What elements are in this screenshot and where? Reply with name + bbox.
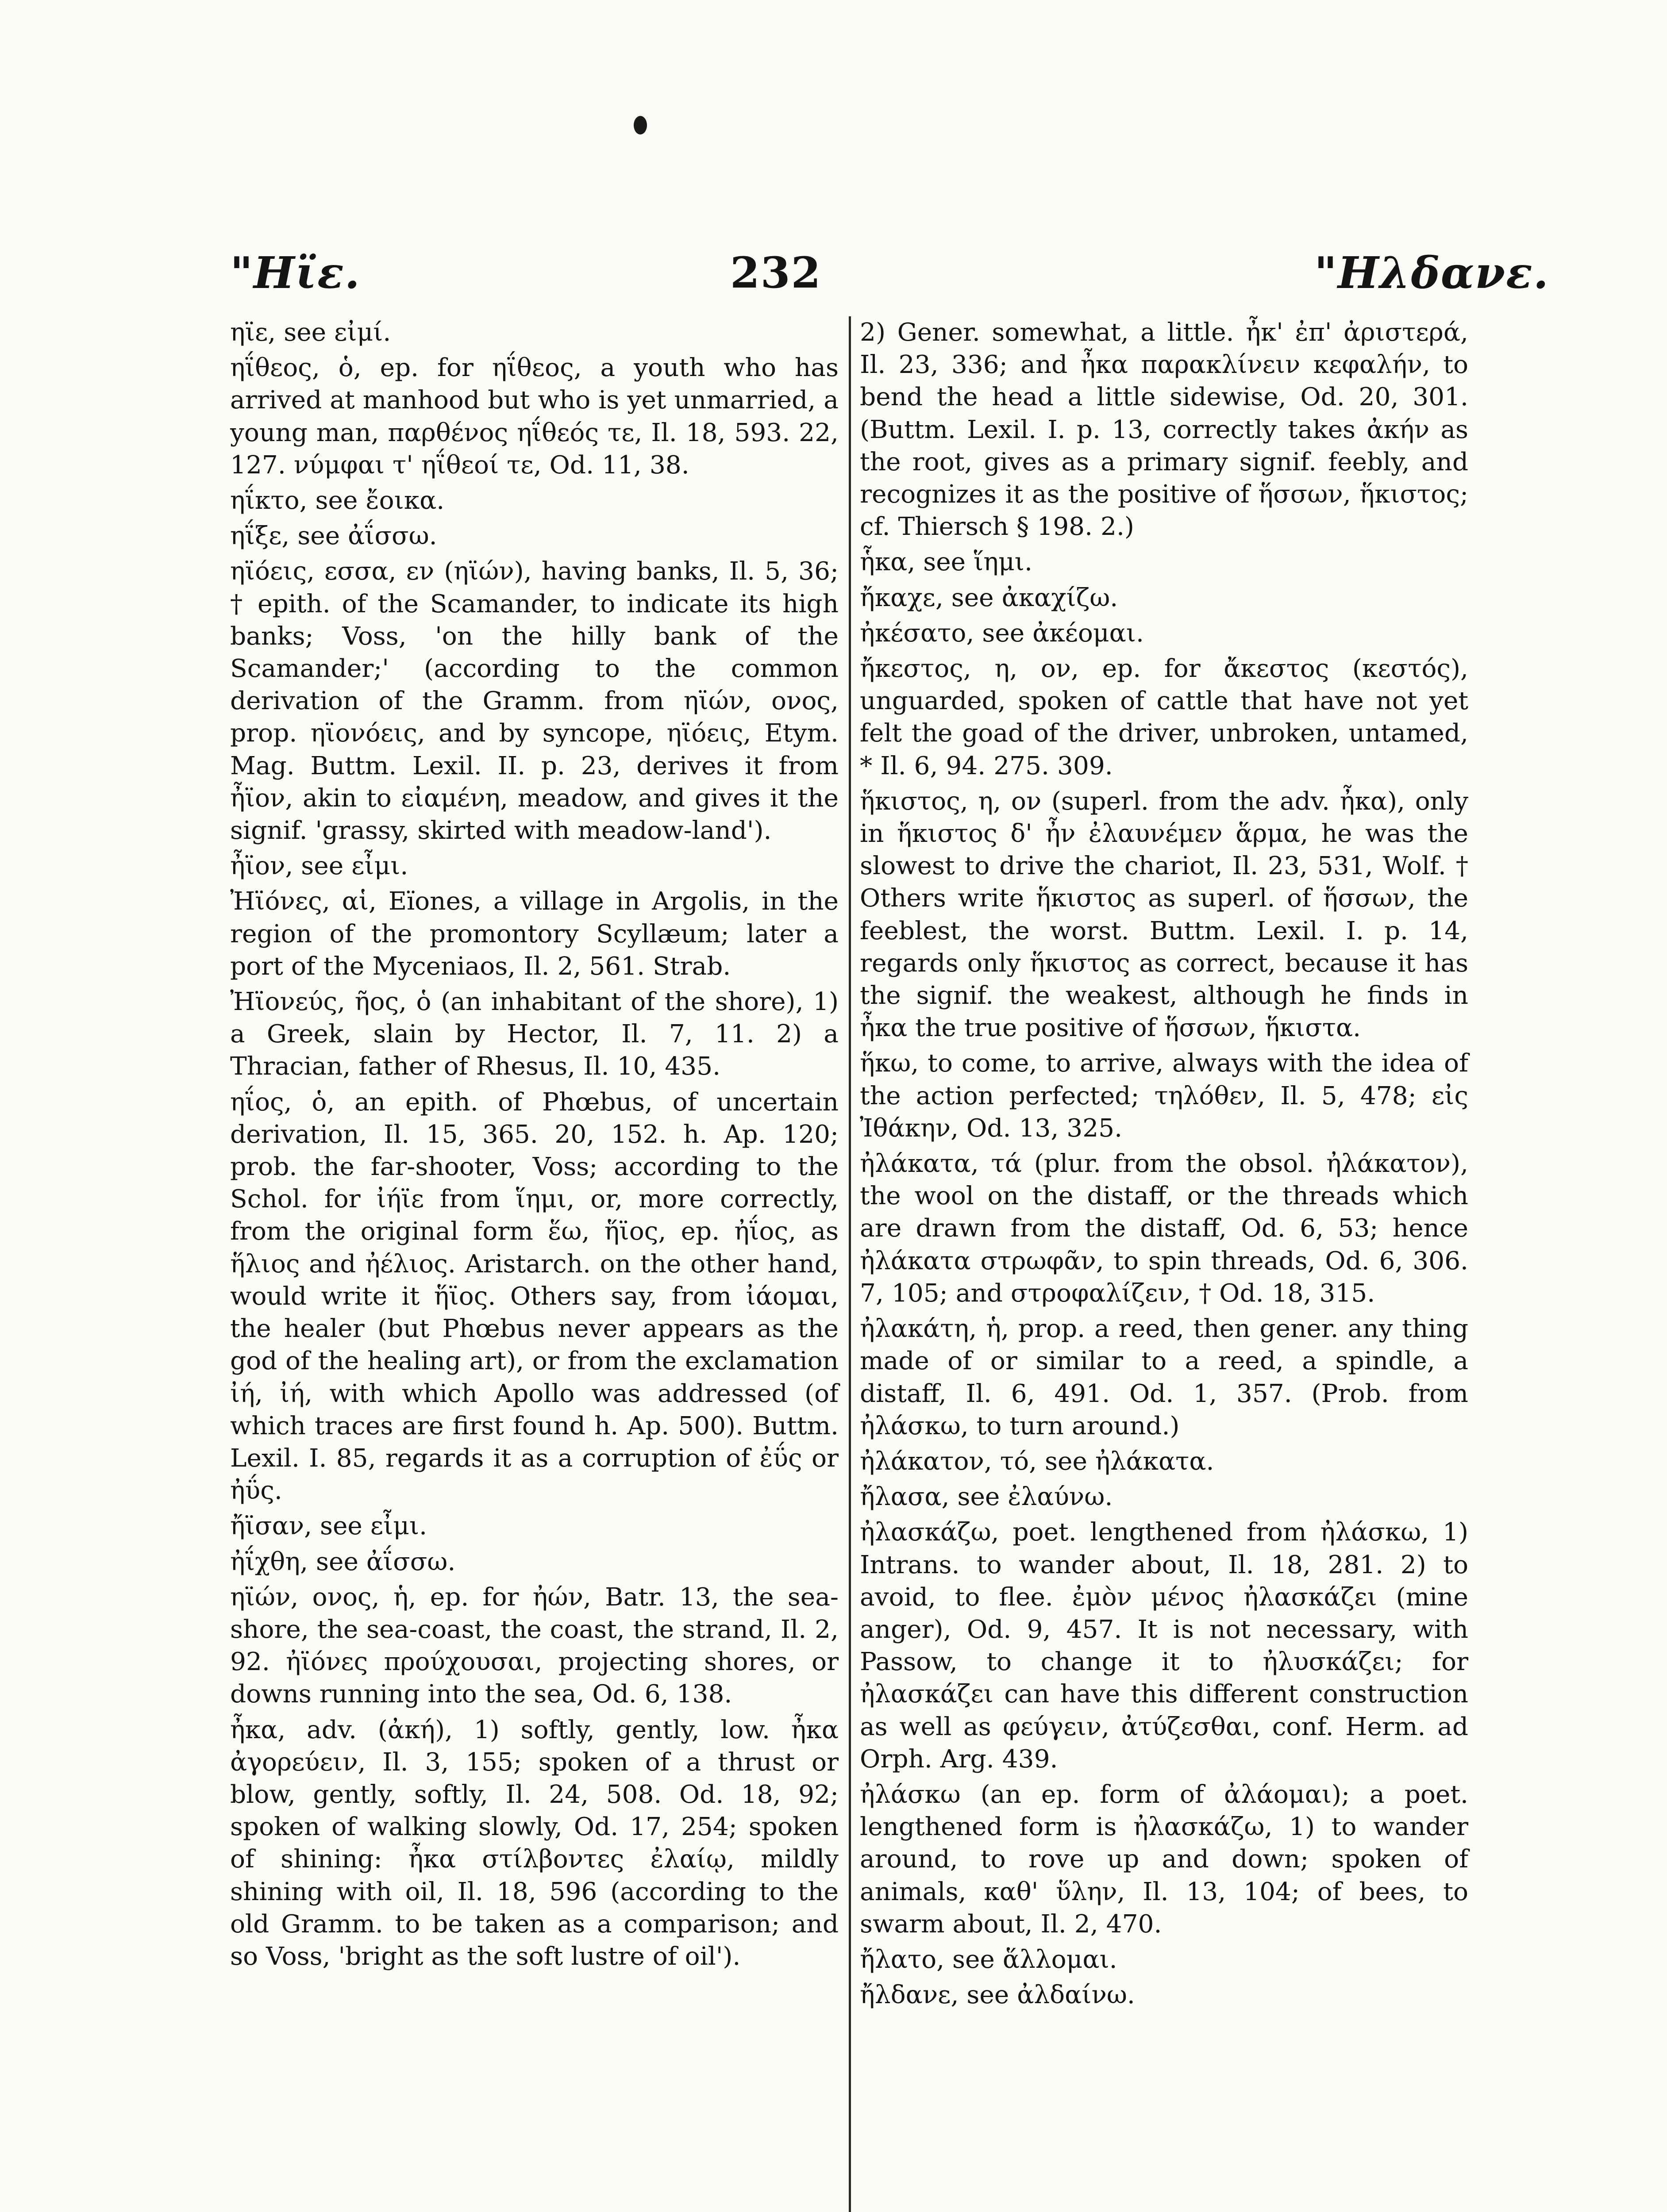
entry: ἠλάσκω (an ep. form of ἀλάομαι); a poet. lengthened form is ἠλασκάζω, 1) to wander around, to rove up and down; spoken of animals, καθ' ὕλην, Il. 13, 104; of bees, to swarm about, Il. 2, 470. (860, 1780, 1468, 1939)
ink-dot (634, 116, 647, 134)
entry: ἤϊσαν, see εἶμι. (230, 1512, 427, 1541)
page-number: 232 (730, 248, 822, 298)
entry: ἠΐχθη, see ἀΐσσω. (230, 1547, 456, 1576)
entry: ηϊε, see εἰμί. (230, 318, 391, 347)
column-rule (849, 316, 851, 2212)
entry: ἦϊον, see εἶμι. (230, 852, 408, 881)
entry: ηΐθεος, ὁ, ep. for ηΐθεος, a youth who has arrived at manhood but who is yet unmarried, a young man, παρθένος ηΐθεός τε, Il. 18, 593. 22, 127. νύμφαι τ' ηΐθεοί τε, Od. 11, 38. (230, 353, 839, 480)
entry: ηΐκτο, see ἔοικα. (230, 486, 445, 515)
entry: ἠλασκάζω, poet. lengthened from ἠλάσκω, 1) Intrans. to wander about, Il. 18, 281. 2) to avoid, to flee. ἐμὸν μένος ἠλασκάζει (mine anger), Od. 9, 457. It is not necessary, with Passow, to change it to ἠλυσκάζει; for ἠλασκάζει can have this different construction as well as φεύγειν, ἀτύζεσθαι, conf. Herm. ad Orph. Arg. 439. (860, 1518, 1468, 1774)
entry: ηϊών, ονος, ἡ, ep. for ἠών, Batr. 13, the sea-shore, the sea-coast, the coast, the strand, Il. 2, 92. ἠϊόνες προύχουσαι, projecting shores, or downs running into the sea, Od. 6, 138. (230, 1582, 839, 1709)
entry: ἤκαχε, see ἀκαχίζω. (860, 583, 1118, 612)
entry: ηΐος, ὁ, an epith. of Phœbus, of uncertain derivation, Il. 15, 365. 20, 152. h. Ap. 120; prob. the far-shooter, Voss; according to the Schol. for ἰήϊε from ἵημι, or, more correctly, from the original form ἕω, ἥϊος, ep. ἠΐος, as ἥλιος and ἠέλιος. Aristarch. on the other hand, would write it ἥϊος. Others say, from ἰάομαι, the healer (but Phœbus never appears as the god of the healing art), or from the exclamation ἰή, ἰή, with which Apollo was addressed (of which traces are first found h. Ap. 500). Buttm. Lexil. I. 85, regards it as a corruption of ἐΰς or ἠΰς. (230, 1087, 839, 1505)
entry: Ἠϊόνες, αἱ, Eïones, a village in Argolis, in the region of the promontory Scyllæum; later a port of the Myceniaos, Il. 2, 561. Strab. (230, 887, 839, 981)
entry: ἤλασα, see ἐλαύνω. (860, 1482, 1113, 1512)
entry: ηΐξε, see ἀΐσσω. (230, 522, 437, 551)
entry: ἧκα, see ἵημι. (860, 548, 1032, 577)
entry: ἥκω, to come, to arrive, always with the idea of the action perfected; τηλόθεν, Il. 5, 478; εἰς Ἰθάκην, Od. 13, 325. (860, 1049, 1468, 1143)
running-head-right: "Ηλδανε. (1314, 248, 1549, 299)
entry: 2) Gener. somewhat, a little. ἦκ' ἐπ' ἀριστερά, Il. 23, 336; and ἦκα παρακλίνειν κεφαλήν, to bend the head a little sidewise, Od. 20, 301. (Buttm. Lexil. I. p. 13, correctly takes ἀκήν as the root, gives as a primary signif. feebly, and recognizes it as the positive of ἥσσων, ἥκιστος; cf. Thiersch § 198. 2.) (860, 318, 1468, 541)
entry: Ἠϊονεύς, ῆος, ὁ (an inhabitant of the shore), 1) a Greek, slain by Hector, Il. 7, 11. 2) a Thracian, father of Rhesus, Il. 10, 435. (230, 987, 839, 1081)
running-head-left: "Ηϊε. (230, 248, 361, 299)
entry: ἤκεστος, η, ον, ep. for ἄκεστος (κεστός), unguarded, spoken of cattle that have not yet felt the goad of the driver, unbroken, untamed, * Il. 6, 94. 275. 309. (860, 654, 1468, 780)
entry: ἠλακάτη, ἡ, prop. a reed, then gener. any thing made of or similar to a reed, a spindle, a distaff, Il. 6, 491. Od. 1, 357. (Prob. from ἠλάσκω, to turn around.) (860, 1314, 1468, 1440)
entry: ἤλδανε, see ἀλδαίνω. (860, 1981, 1135, 2010)
entry: ἥκιστος, η, ον (superl. from the adv. ἦκα), only in ἥκιστος δ' ἦν ἐλαυνέμεν ἅρμα, he was the slowest to drive the chariot, Il. 23, 531, Wolf. † Others write ἥκιστος as superl. of ἥσσων, the feeblest, the worst. Buttm. Lexil. I. p. 14, regards only ἥκιστος as correct, because it has the signif. the weakest, although he finds in ἦκα the true positive of ἥσσων, ἥκιστα. (860, 787, 1468, 1043)
entry: ἤλατο, see ἅλλομαι. (860, 1945, 1117, 1974)
entry: ἦκα, adv. (ἀκή), 1) softly, gently, low. ἦκα ἀγορεύειν, Il. 3, 155; spoken of a thrust or blow, gently, softly, Il. 24, 508. Od. 18, 92; spoken of walking slowly, Od. 17, 254; spoken of shining: ἦκα στίλβοντες ἐλαίῳ, mildly shining with oil, Il. 18, 596 (according to the old Gramm. to be taken as a comparison; and so Voss, 'bright as the soft lustre of oil'). (230, 1715, 839, 1971)
entry: ἠκέσατο, see ἀκέομαι. (860, 618, 1144, 648)
entry: ἠλάκατα, τά (plur. from the obsol. ἠλάκατον), the wool on the distaff, or the threads which are drawn from the distaff, Od. 6, 53; hence ἠλάκατα στρωφᾶν, to spin threads, Od. 6, 306. 7, 105; and στροφαλίζειν, † Od. 18, 315. (860, 1149, 1468, 1308)
entry: ἠλάκατον, τό, see ἠλάκατα. (860, 1447, 1214, 1476)
left-column (230, 316, 839, 1976)
entry: ηϊόεις, εσσα, εν (ηϊών), having banks, Il. 5, 36; † epith. of the Scamander, to indicate its high banks; Voss, 'on the hilly bank of the Scamander;' (according to the common derivation of the Gramm. from ηϊών, ονος, prop. ηϊονόεις, and by syncope, ηϊόεις, Etym. Mag. Buttm. Lexil. II. p. 23, derives it from ἦϊον, akin to εἰαμένη, meadow, and gives it the signif. 'grassy, skirted with meadow-land'). (230, 557, 839, 845)
right-column (860, 316, 1468, 2014)
